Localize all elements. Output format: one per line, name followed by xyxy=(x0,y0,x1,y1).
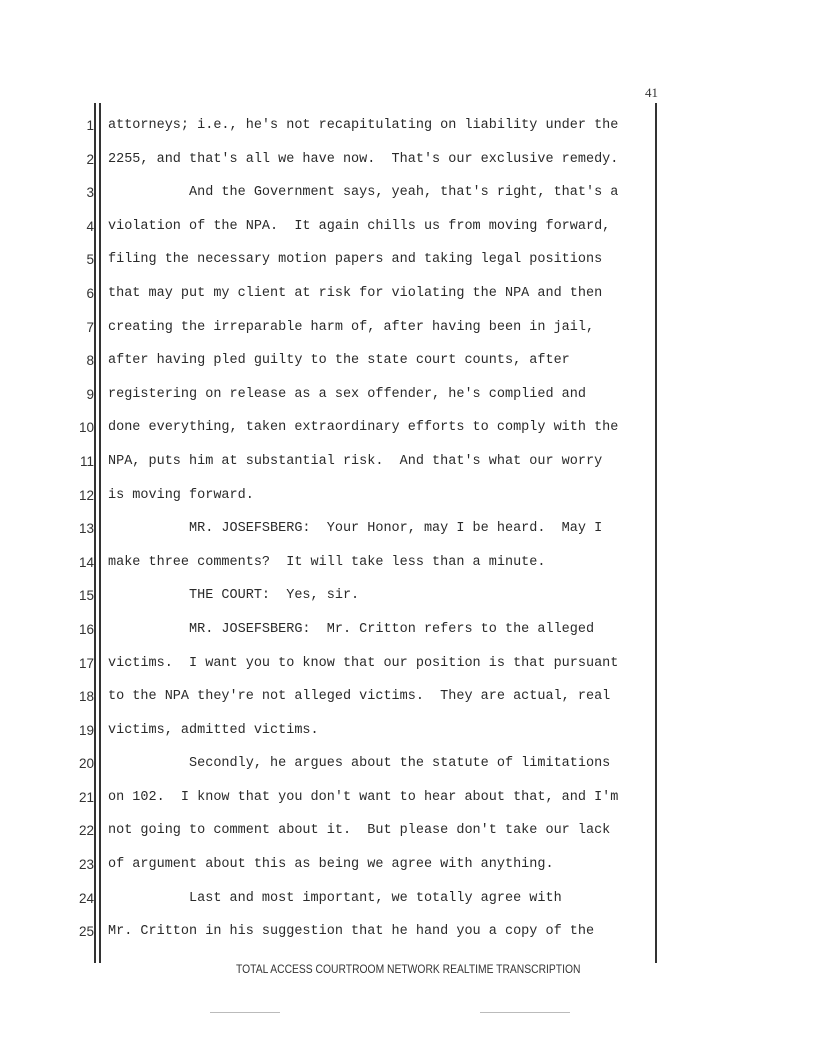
line-number-column xyxy=(70,114,94,954)
transcript-line: victims, admitted victims. xyxy=(108,722,319,738)
footer xyxy=(0,962,816,976)
line-number: 17 xyxy=(78,655,94,671)
line-number: 1 xyxy=(86,118,94,133)
transcript-line: is moving forward. xyxy=(108,487,254,503)
line-number: 21 xyxy=(78,789,94,805)
transcript-line: Secondly, he argues about the statute of limitations xyxy=(108,756,611,772)
transcript-line: MR. JOSEFSBERG: Your Honor, may I be heard. May I xyxy=(108,521,603,537)
transcript-body xyxy=(108,114,653,954)
line-number: 25 xyxy=(78,924,94,940)
transcript-line: on 102. I know that you don't want to hear about that, and I'm xyxy=(108,789,619,805)
transcript-line: Last and most important, we totally agree with xyxy=(108,890,562,906)
line-number: 22 xyxy=(78,823,94,839)
line-number: 13 xyxy=(78,521,94,537)
transcript-line: after having pled guilty to the state court counts, after xyxy=(108,353,570,369)
scan-artifact xyxy=(480,1012,570,1013)
transcript-line: attorneys; i.e., he's not recapitulating on liability under the xyxy=(108,118,619,133)
transcript-line: make three comments? It will take less than a minute. xyxy=(108,554,546,570)
transcript-line: that may put my client at risk for violating the NPA and then xyxy=(108,285,603,301)
line-number: 20 xyxy=(78,756,94,772)
transcript-line: done everything, taken extraordinary efforts to comply with the xyxy=(108,420,619,436)
line-number: 8 xyxy=(86,353,94,369)
transcript-line: And the Government says, yeah, that's right, that's a xyxy=(108,185,619,201)
line-number: 12 xyxy=(78,487,94,503)
transcript-line: creating the irreparable harm of, after having been in jail, xyxy=(108,319,595,335)
line-number: 18 xyxy=(78,689,94,705)
left-margin-rule-inner xyxy=(99,103,101,963)
transcript-line: 2255, and that's all we have now. That's our exclusive remedy. xyxy=(108,151,619,167)
line-number: 11 xyxy=(79,453,94,469)
line-number: 10 xyxy=(78,420,94,436)
line-number: 15 xyxy=(78,588,94,604)
transcript-line: filing the necessary motion papers and taking legal positions xyxy=(108,252,603,268)
line-number: 24 xyxy=(78,890,94,906)
page-number: 41 xyxy=(645,85,658,100)
footer-text: TOTAL ACCESS COURTROOM NETWORK REALTIME TRANSCRIPTION xyxy=(235,962,581,976)
transcript-line: victims. I want you to know that our position is that pursuant xyxy=(108,655,619,671)
line-number: 5 xyxy=(86,252,94,268)
left-margin-rule xyxy=(94,103,96,963)
line-number: 14 xyxy=(78,554,94,570)
line-number: 3 xyxy=(86,185,94,201)
transcript-line: MR. JOSEFSBERG: Mr. Critton refers to the alleged xyxy=(108,621,595,637)
transcript-line: to the NPA they're not alleged victims. They are actual, real xyxy=(108,689,611,705)
line-number: 4 xyxy=(86,218,94,234)
transcript-line: violation of the NPA. It again chills us from moving forward, xyxy=(108,218,611,234)
transcript-line: registering on release as a sex offender, he's complied and xyxy=(108,386,586,402)
line-number: 2 xyxy=(86,151,94,167)
line-number: 16 xyxy=(78,621,94,637)
transcript-line: not going to comment about it. But please don't take our lack xyxy=(108,823,611,839)
line-number: 9 xyxy=(86,386,94,402)
transcript-line: of argument about this as being we agree with anything. xyxy=(108,857,554,873)
scan-artifact xyxy=(210,1012,280,1013)
line-number: 19 xyxy=(78,722,94,738)
line-number: 23 xyxy=(78,857,94,873)
transcript-line: NPA, puts him at substantial risk. And that's what our worry xyxy=(108,453,603,469)
transcript-line: THE COURT: Yes, sir. xyxy=(108,588,360,604)
transcript-line: Mr. Critton in his suggestion that he hand you a copy of the xyxy=(108,924,595,940)
line-number: 7 xyxy=(86,319,94,335)
right-margin-rule xyxy=(655,103,657,963)
line-number: 6 xyxy=(86,285,94,301)
